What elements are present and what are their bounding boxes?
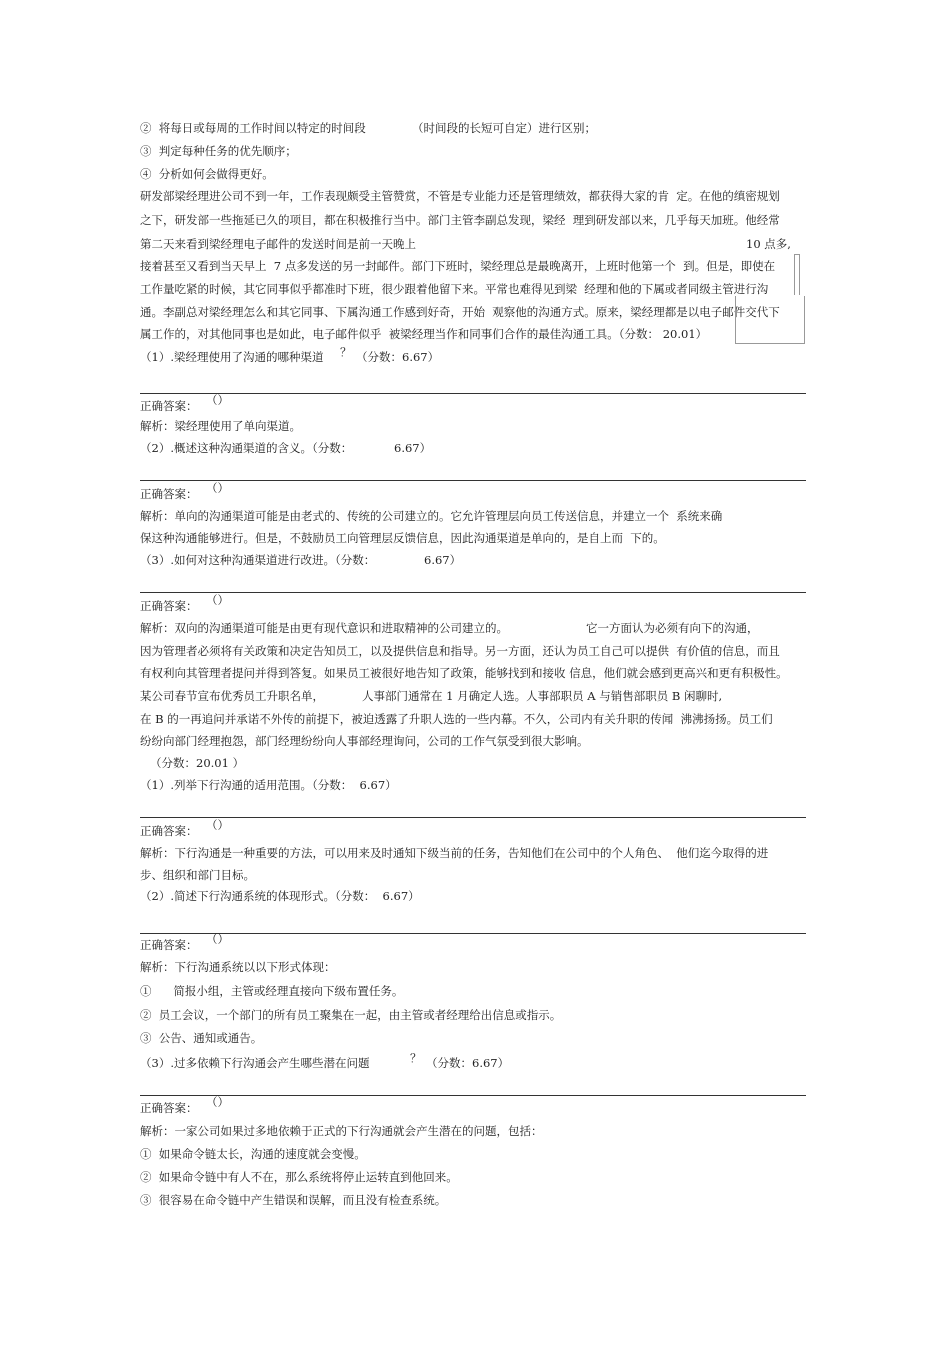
- case2-line-1: 某公司春节宣布优秀员工升职名单，: [140, 689, 324, 703]
- case2-line-3: 纷纷向部门经理抱怨，部门经理纷纷向人事部经理询问，公司的工作气氛受到很大影响。: [140, 734, 589, 748]
- q6-question: （3）.过多依赖下行沟通会产生哪些潜在问题: [140, 1056, 370, 1070]
- case2-line-1-cont: 人事部门通常在 1 月确定人选。人事部职员 A 与销售部职员 B 闲聊时,: [362, 689, 723, 703]
- answer-divider: [140, 933, 806, 934]
- case1-line-2: 之下，研发部一些拖延已久的项目，都在积极推行当中。部门主管李副总发现，梁经 理到研发部以来，几乎每天加班。他经常: [140, 213, 780, 227]
- q3-answer-blank: （）: [206, 593, 229, 607]
- q1-analysis: 解析：梁经理使用了单向渠道。: [140, 419, 301, 433]
- case1-line-3: 第二天来看到梁经理电子邮件的发送时间是前一天晚上: [140, 237, 416, 251]
- answer-divider: [140, 393, 806, 394]
- answer-divider: [140, 480, 806, 481]
- q1-answer-label: 正确答案：: [140, 399, 198, 413]
- q5-answer-label: 正确答案：: [140, 938, 198, 952]
- step-2-note: （时间段的长短可自定）进行区别；: [412, 121, 596, 135]
- q3-analysis-line-1: 解析：双向的沟通渠道可能是由更有现代意识和进取精神的公司建立的。: [140, 621, 508, 635]
- q2-answer-blank: （）: [206, 481, 229, 495]
- answer-divider: [140, 592, 806, 593]
- q2-question: （2）.概述这种沟通渠道的含义。（分数：: [140, 441, 353, 455]
- case2-score: （分数：20.01 ）: [150, 756, 245, 770]
- q3-answer-label: 正确答案：: [140, 599, 198, 613]
- q2-analysis-line-2: 保这种沟通能够进行。但是，不鼓励员工向管理层反馈信息，因此沟通渠道是单向的，是自上而 下的。: [140, 531, 665, 545]
- q6-score: （分数：6.67）: [426, 1056, 510, 1070]
- q4-answer-label: 正确答案：: [140, 824, 198, 838]
- case1-line-3-time: 10 点多,: [746, 237, 791, 251]
- answer-divider: [140, 817, 806, 818]
- case1-line-7: 属工作的，对其他同事也是如此，电子邮件似乎 被梁经理当作和同事们合作的最佳沟通工具。（分数： 20.01）: [140, 327, 708, 341]
- scan-bracket-line: [794, 254, 800, 295]
- q4-analysis-line-2: 步、组织和部门目标。: [140, 868, 255, 882]
- case2-line-2: 在 B 的一再追问并承诺不外传的前提下，被迫透露了升职人选的一些内幕。不久，公司内有关升职的传闻 沸沸扬扬。员工们: [140, 712, 773, 726]
- q5-item-3: ③ 公告、通知或通告。: [140, 1031, 263, 1045]
- case1-line-5: 工作量吃紧的时候，其它同事似乎都准时下班，很少跟着他留下来。平常也难得见到梁 经理和他的下属或者同级主管进行沟: [140, 282, 769, 296]
- q4-answer-blank: （）: [206, 818, 229, 832]
- q1-score: （分数：6.67）: [356, 350, 440, 364]
- q1-question-mark: ？: [340, 345, 352, 359]
- q1-question: （1）.梁经理使用了沟通的哪种渠道: [140, 350, 324, 364]
- q5-item-2: ② 员工会议，一个部门的所有员工聚集在一起，由主管或者经理给出信息或指示。: [140, 1008, 562, 1022]
- q6-question-mark: ？: [410, 1051, 422, 1065]
- q3-analysis-line-1-cont: 它一方面认为必须有向下的沟通，: [586, 621, 759, 635]
- case1-line-4: 接着甚至又看到当天早上 7 点多发送的另一封邮件。部门下班时，梁经理总是最晚离开，上班时他第一个 到。但是，即使在: [140, 259, 776, 273]
- q2-score: 6.67）: [394, 441, 432, 455]
- answer-divider: [140, 1095, 806, 1096]
- q4-analysis-line-1: 解析：下行沟通是一种重要的方法，可以用来及时通知下级当前的任务，告知他们在公司中的个人角色、 他们迄今取得的进: [140, 846, 769, 860]
- scan-bracket-line: [735, 296, 805, 344]
- q2-analysis-line-1: 解析：单向的沟通渠道可能是由老式的、传统的公司建立的。它允许管理层向员工传送信息，并建立一个 系统来确: [140, 509, 723, 523]
- step-3-text: ③ 判定每种任务的优先顺序；: [140, 144, 297, 158]
- q6-analysis: 解析：一家公司如果过多地依赖于正式的下行沟通就会产生潜在的问题，包括：: [140, 1124, 543, 1138]
- q4-question: （1）.列举下行沟通的适用范围。（分数： 6.67）: [140, 778, 397, 792]
- case1-line-1: 研发部梁经理进公司不到一年，工作表现颇受主管赞赏，不管是专业能力还是管理绩效，都获得大家的肯 定。在他的缜密规划: [140, 189, 780, 203]
- q5-question: （2）.简述下行沟通系统的体现形式。（分数： 6.67）: [140, 889, 420, 903]
- q2-answer-label: 正确答案：: [140, 487, 198, 501]
- q6-item-2: ② 如果命令链中有人不在，那么系统将停止运转直到他回来。: [140, 1170, 458, 1184]
- case1-line-6: 通。李副总对梁经理怎么和其它同事、下属沟通工作感到好奇，开始 观察他的沟通方式。原来，梁经理都是以电子邮件交代下: [140, 305, 780, 319]
- q3-score: 6.67）: [424, 553, 462, 567]
- q6-answer-blank: （）: [206, 1095, 229, 1109]
- q1-answer-blank: （）: [206, 393, 229, 407]
- q6-answer-label: 正确答案：: [140, 1101, 198, 1115]
- q5-answer-blank: （）: [206, 932, 229, 946]
- q5-item-1: ① 简报小组，主管或经理直接向下级布置任务。: [140, 984, 404, 998]
- step-2-text: ② 将每日或每周的工作时间以特定的时间段: [140, 121, 366, 135]
- step-4-text: ④ 分析如何会做得更好。: [140, 167, 274, 181]
- q3-question: （3）.如何对这种沟通渠道进行改进。（分数：: [140, 553, 376, 567]
- q6-item-3: ③ 很容易在命令链中产生错误和误解，而且没有检查系统。: [140, 1193, 447, 1207]
- q6-item-1: ① 如果命令链太长，沟通的速度就会变慢。: [140, 1147, 366, 1161]
- q3-analysis-line-2: 因为管理者必须将有关政策和决定告知员工，以及提供信息和指导。另一方面，还认为员工自己可以提供 有价值的信息，而且: [140, 644, 780, 658]
- q3-analysis-line-3: 有权利向其管理者提问并得到答复。如果员工被很好地告知了政策，能够找到和接收 信息，他们就会感到更高兴和更有积极性。: [140, 666, 788, 680]
- q5-analysis: 解析：下行沟通系统以以下形式体现：: [140, 960, 336, 974]
